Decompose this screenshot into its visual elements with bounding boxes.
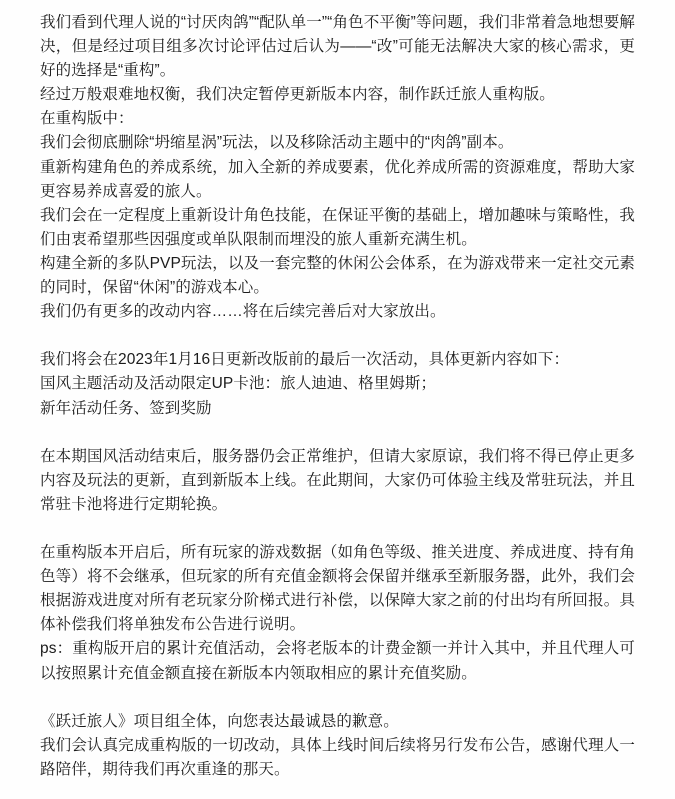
rebuild-item-4: 构建全新的多队PVP玩法，以及一套完整的休闲公会体系，在为游戏带来一定社交元素的同时，保留“休闲”的游戏本心。 xyxy=(40,254,635,297)
closing-apology: 《跃迁旅人》项目组全体，向您表达最诚恳的歉意。 xyxy=(40,712,399,730)
announcement-body xyxy=(40,11,635,782)
block-separator-4 xyxy=(40,686,635,710)
rebuild-item-1: 我们会彻底删除“坍缩星涡”玩法，以及移除活动主题中的“肉鸽”副本。 xyxy=(40,134,514,152)
closing-paragraph: 我们会认真完成重构版的一切改动，具体上线时间后续将另行发布公告，感谢代理人一路陪伴，期待我们再次重逢的那天。 xyxy=(40,736,635,778)
intro-paragraph-2: 经过万般艰难地权衡，我们决定暂停更新版本内容，制作跃迁旅人重构版。 xyxy=(40,86,555,104)
data-policy-paragraph: 在重构版本开启后，所有玩家的游戏数据（如角色等级、推关进度、养成进度、持有角色等）将不会继承，但玩家的所有充值金额将会保留并继承至新服务器，此外，我们会根据游戏进度对所有老玩家分阶梯式进行补偿，以保障大家之前的付出均有所回报。具体补偿我们将单独发布公告进行说明。 xyxy=(40,544,635,634)
intro-paragraph-1: 我们看到代理人说的“讨厌肉鸽”“配队单一”“角色不平衡”等问题，我们非常着急地想要解决，但是经过项目组多次讨论评估过后认为——“改”可能无法解决大家的核心需求，更好的选择是“重构”。 xyxy=(40,14,635,80)
rebuild-item-5: 我们仍有更多的改动内容……将在后续完善后对大家放出。 xyxy=(40,303,446,321)
rebuild-heading: 在重构版中： xyxy=(40,110,134,128)
block-separator-1 xyxy=(40,324,635,348)
maintenance-paragraph: 在本期国风活动结束后，服务器仍会正常维护，但请大家原谅，我们将不得已停止更多内容及玩法的更新，直到新版本上线。在此期间，大家仍可体验主线及常驻玩法，并且常驻卡池将进行定期轮换。 xyxy=(40,447,635,513)
block-separator-3 xyxy=(40,517,635,541)
final-event-heading: 我们将会在2023年1月16日更新改版前的最后一次活动，具体更新内容如下： xyxy=(40,351,570,369)
block-separator-2 xyxy=(40,421,635,445)
rebuild-item-3: 我们会在一定程度上重新设计角色技能，在保证平衡的基础上，增加趣味与策略性，我们由衷希望那些因强度或单队限制而埋没的旅人重新充满生机。 xyxy=(40,206,635,248)
rebuild-item-2: 重新构建角色的养成系统，加入全新的养成要素，优化养成所需的资源难度，帮助大家更容易养成喜爱的旅人。 xyxy=(40,158,635,200)
final-event-item-1: 国风主题活动及活动限定UP卡池：旅人迪迪、格里姆斯； xyxy=(40,375,437,393)
data-policy-ps: ps：重构版开启的累计充值活动，会将老版本的计费金额一并计入其中，并且代理人可以按照累计充值金额直接在新版本内领取相应的累计充值奖励。 xyxy=(40,640,635,682)
final-event-item-2: 新年活动任务、签到奖励 xyxy=(40,399,212,417)
